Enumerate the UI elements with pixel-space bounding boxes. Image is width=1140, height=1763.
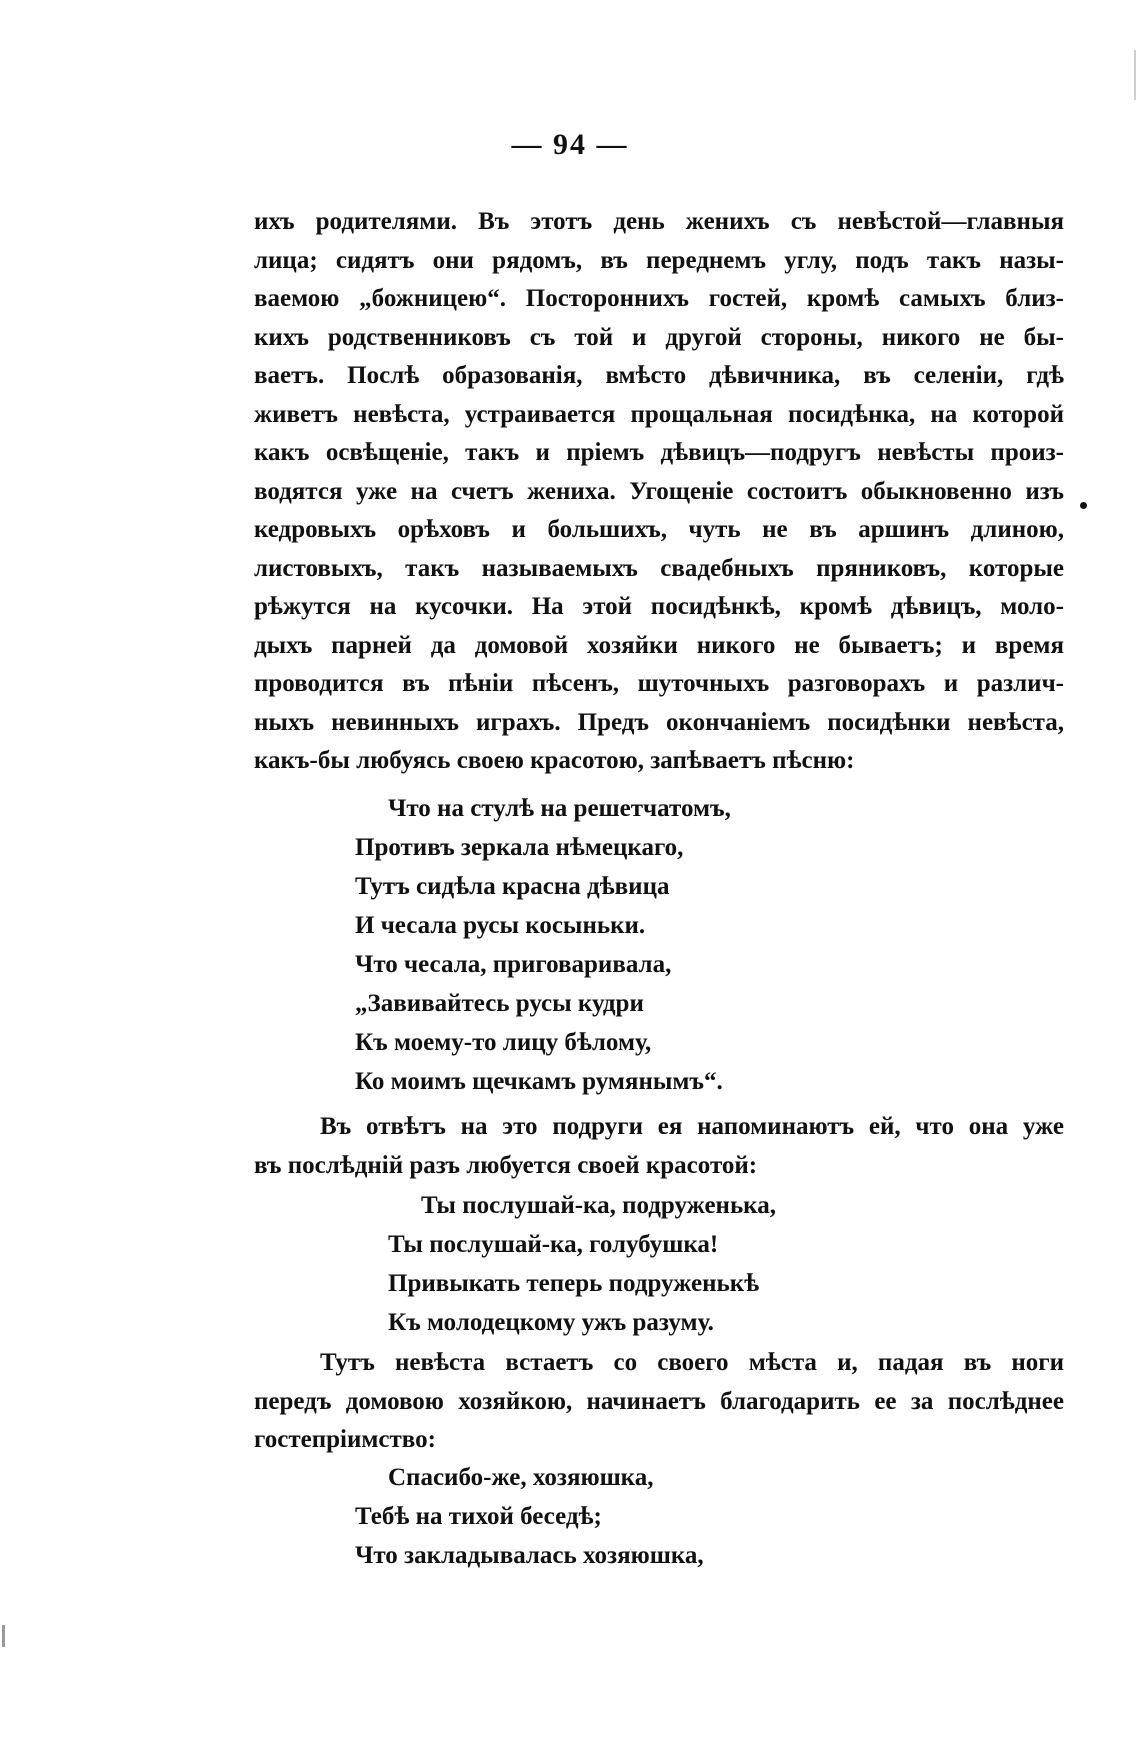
text-line: кедровыхъ орѣховъ и большихъ, чуть не въ аршинъ длиною, xyxy=(254,516,1064,543)
text-line: передъ домовою хозяйкою, начинаетъ благодарить ее за послѣднее xyxy=(254,1387,1064,1415)
verse-line: Что закладывалась хозяюшка, xyxy=(355,1542,704,1569)
song-3 xyxy=(355,1458,704,1575)
text-line: ихъ родителями. Въ этотъ день женихъ съ невѣстой—главныя xyxy=(254,208,1064,235)
page-number: — 94 — xyxy=(511,128,629,161)
verse-line: Ты послушай-ка, голубушка! xyxy=(388,1231,719,1258)
scan-edge-mark-left xyxy=(2,1625,5,1647)
verse-line: Къ молодецкому ужъ разуму. xyxy=(388,1309,714,1336)
text-line: ваемою „божницею“. Постороннихъ гостей, кромѣ самыхъ близ- xyxy=(254,285,1064,312)
verse-line: Ты послушай-ка, подруженька, xyxy=(421,1192,776,1219)
text-line: кихъ родственниковъ съ той и другой стороны, никого не бы- xyxy=(254,323,1064,351)
text-line: въ послѣдній разъ любуется своей красотой: xyxy=(254,1151,758,1179)
text-line: Тутъ невѣста встаетъ со своего мѣста и, падая въ ноги xyxy=(320,1349,1064,1376)
verse-line: Ко моимъ щечкамъ румянымъ“. xyxy=(355,1068,723,1095)
paragraph-3 xyxy=(254,1344,1064,1460)
verse-line: Что чесала, приговаривала, xyxy=(355,951,672,978)
verse-line: „Завивайтесь русы кудри xyxy=(355,990,644,1017)
text-line: листовыхъ, такъ называемыхъ свадебныхъ пряниковъ, которые xyxy=(254,554,1064,582)
paragraph-1 xyxy=(254,203,1064,781)
text-line: Въ отвѣтъ на это подруги ея напоминаютъ ей, что она уже xyxy=(320,1113,1064,1140)
text-line: живетъ невѣста, устраивается прощальная посидѣнка, на которой xyxy=(254,400,1064,428)
text-line: гостепріимство: xyxy=(254,1426,436,1453)
song-2 xyxy=(388,1186,776,1342)
text-line: проводится въ пѣніи пѣсенъ, шуточныхъ разговорахъ и различ- xyxy=(254,670,1064,697)
scan-edge-mark xyxy=(1134,50,1136,100)
verse-line: Что на стулѣ на решетчатомъ, xyxy=(388,795,731,822)
verse-line: Противъ зеркала нѣмецкаго, xyxy=(355,834,684,861)
text-line: ныхъ невинныхъ играхъ. Предъ окончаніемъ посидѣнки невѣста, xyxy=(254,708,1064,736)
text-line: какъ-бы любуясь своею красотою, запѣваетъ пѣсню: xyxy=(254,747,855,774)
text-line: водятся уже на счетъ жениха. Угощеніе состоитъ обыкновенно изъ xyxy=(254,477,1064,505)
verse-line: Спасибо-же, хозяюшка, xyxy=(388,1464,654,1491)
text-line: какъ освѣщеніе, такъ и пріемъ дѣвицъ—подругъ невѣсты произ- xyxy=(254,439,1064,466)
verse-line: Тебѣ на тихой беседѣ; xyxy=(355,1503,602,1530)
verse-line: Тутъ сидѣла красна дѣвица xyxy=(355,873,670,900)
text-line: ваетъ. Послѣ образованія, вмѣсто дѣвичника, въ селеніи, гдѣ xyxy=(254,362,1064,389)
verse-line: Къ моему-то лицу бѣлому, xyxy=(355,1029,652,1056)
song-1 xyxy=(355,789,731,1101)
paragraph-2 xyxy=(254,1108,1064,1185)
verse-line: И чесала русы косыньки. xyxy=(355,912,646,939)
text-line: лица; сидятъ они рядомъ, въ переднемъ углу, подъ такъ назы- xyxy=(254,246,1064,274)
verse-line: Привыкать теперь подруженькѣ xyxy=(388,1270,760,1297)
text-line: рѣжутся на кусочки. На этой посидѣнкѣ, кромѣ дѣвицъ, моло- xyxy=(254,593,1064,620)
margin-ink-dot xyxy=(1080,502,1087,509)
text-line: дыхъ парней да домовой хозяйки никого не бываетъ; и время xyxy=(254,631,1064,659)
